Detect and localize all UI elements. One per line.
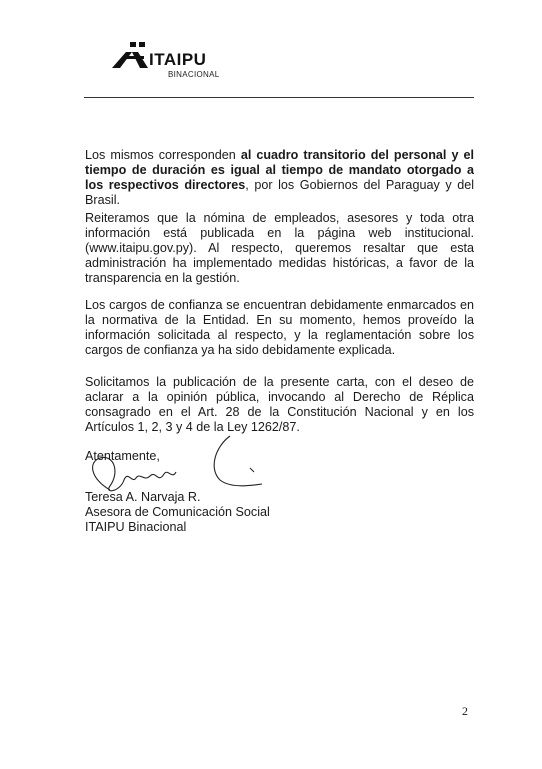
signature-block <box>85 490 270 535</box>
paragraph-3 <box>85 298 474 358</box>
paragraph-1-bold-text: al cuadro transitorio del personal y el tiempo de duración es igual al tiempo de mandato otorgado a los respectivos directores <box>85 148 474 192</box>
page-number: 2 <box>462 704 468 718</box>
paragraph-4 <box>85 375 474 435</box>
paragraph-2-text: Reiteramos que la nómina de empleados, asesores y toda otra información está publicada en la página web institucional. (www.itaipu.gov.py). Al respecto, queremos resaltar que esta administración ha implementado medidas históricas, a favor de la transparencia en la gestión. <box>85 211 474 285</box>
paragraph-1-text-1: Los mismos corresponden <box>85 148 241 162</box>
logo-subtitle: BINACIONAL <box>168 70 220 79</box>
signatory-title: Asesora de Comunicación Social <box>85 505 270 519</box>
header-divider <box>84 97 474 98</box>
itaipu-logo-mark-icon <box>112 40 152 70</box>
paragraph-2 <box>85 211 474 286</box>
signatory-name: Teresa A. Narvaja R. <box>85 490 201 504</box>
itaipu-logo <box>112 40 242 84</box>
paragraph-4-text: Solicitamos la publicación de la presente carta, con el deseo de aclarar a la opinión pública, invocando al Derecho de Réplica consagrado en el Art. 28 de la Constitución Nacional y en los Artículos 1, 2, 3 y 4 de la Ley 1262/87. <box>85 375 474 434</box>
closing-salutation: Atentamente, <box>85 449 160 463</box>
paragraph-1-text-2: , por los Gobiernos del Paraguay y del Brasil. <box>85 178 475 207</box>
logo-name: ITAIPU <box>149 50 207 69</box>
signatory-organization: ITAIPU Binacional <box>85 520 187 534</box>
paragraph-1 <box>85 148 474 208</box>
paragraph-3-text: Los cargos de confianza se encuentran debidamente enmarcados en la normativa de la Entidad. En su momento, hemos proveído la información solicitada al respecto, y la reglamentación sobre los cargos de confianza ya ha sido debidamente explicada. <box>85 298 474 357</box>
